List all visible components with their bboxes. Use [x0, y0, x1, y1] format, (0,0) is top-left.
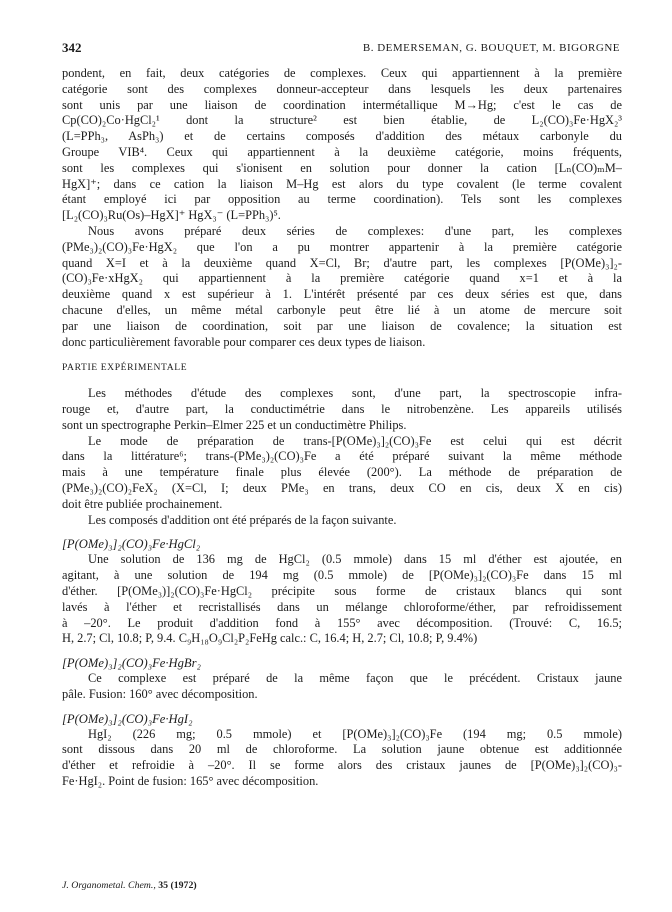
text-line: pâle. Fusion: 160° avec décomposition.	[62, 686, 258, 701]
text-line: étant employé ici par opposition au terme coordination). Tels sont les complexes	[62, 192, 622, 207]
compound-heading: [P(OMe)₃]₂(CO)₃Fe·HgCl₂	[62, 537, 201, 552]
text-line: lavés à l'éther et recristallisés dans un mélange chloroforme/éther, par refroidissement	[62, 599, 622, 614]
text-line: (PMe₃)₂(CO)₂FeX₂ (X=Cl, I; deux PMe₃ en trans, deux CO en cis, deux X en cis)	[62, 480, 622, 495]
paragraph-5	[62, 513, 622, 529]
text-line: mais à une température finale plus élevée (200°). La méthode de préparation de	[62, 465, 622, 480]
text-line: deuxième quand x est supérieur à 1. L'intérêt présenté par ces deux séries est que, dans	[62, 287, 622, 302]
text-line: HgX]⁺; dans ce cation la liaison M–Hg est alors du type covalent (le terme covalent	[62, 176, 622, 191]
text-line: (L=PPh₃, AsPh₃) et de certains composés d'addition des métaux carbonyle du	[62, 129, 622, 144]
text-line: doit être publiée prochainement.	[62, 496, 223, 511]
text-line: à –20°. Le produit d'addition fond à 155° avec décomposition. (Trouvé: C, 16.5;	[62, 615, 622, 630]
running-authors: B. DEMERSEMAN, G. BOUQUET, M. BIGORGNE	[362, 42, 620, 54]
text-line: sont un spectrographe Perkin–Elmer 225 et un conductimètre Philips.	[62, 417, 407, 432]
text-line: d'éther. [P(OMe₃)]₂(CO)₃Fe·HgCl₂ précipite sous forme de cristaux blancs qui sont	[62, 583, 622, 598]
text-line: donc particulièrement favorable pour comparer ces deux types de liaison.	[62, 334, 426, 349]
running-header	[62, 40, 620, 56]
text-line: chacune d'elles, un même métal carbonyle peut être lié à un atome de mercure soit	[62, 302, 622, 317]
text-line: sont unis par une liaison de coordination intermétallique M→Hg; c'est le cas de	[62, 97, 622, 112]
compound-heading: [P(OMe)₃]₂(CO)₃Fe·HgI₂	[62, 711, 193, 726]
page-number: 342	[62, 40, 82, 55]
compound-2	[62, 655, 622, 703]
text-line: HgI₂ (226 mg; 0.5 mmole) et [P(OMe)₃]₂(CO)₃Fe (194 mg; 0.5 mmole)	[88, 726, 622, 741]
text-line: Ce complexe est préparé de la même façon que le précédent. Cristaux jaune	[88, 671, 622, 686]
text-line: Cp(CO)₂Co·HgCl₂¹ dont la structure² est bien établie, de L₂(CO)₃Fe·HgX₂³	[62, 113, 622, 128]
text-line: par une liaison de coordination, soit par une liaison de covalence; la situation est	[62, 318, 622, 333]
text-line: sont dissous dans 20 ml de chloroforme. La solution jaune obtenue est additionnée	[62, 742, 622, 757]
compound-3	[62, 711, 622, 790]
text-line: rouge et, d'autre part, la conductimétrie dans le nitrobenzène. Les appareils utilisés	[62, 401, 622, 416]
text-line: agitant, à une solution de 194 mg (0.5 mmole) de [P(OMe)₃]₂(CO)₃Fe dans 15 ml	[62, 568, 622, 583]
text-line: (CO)₃Fe·xHgX₂ qui appartiennent à la première catégorie quand x=1 et à la	[62, 271, 622, 286]
text-line: Nous avons préparé deux séries de complexes: d'une part, les complexes	[88, 223, 622, 238]
text-line: d'éther et refroidie à –20°. Il se forme alors des cristaux jaunes de [P(OMe)₃]₂(CO)₃-	[62, 758, 622, 773]
text-line: pondent, en fait, deux catégories de complexes. Ceux qui appartiennent à la première	[62, 66, 622, 80]
paragraph-4	[62, 434, 622, 513]
text-line: (PMe₃)₂(CO)₃Fe·HgX₂ que l'on a pu montrer appartenir à la première catégorie	[62, 239, 622, 254]
text-line: Les méthodes d'étude des complexes sont, d'une part, la spectroscopie infra-	[88, 386, 622, 401]
article-body	[62, 66, 622, 790]
text-line: Groupe VIB⁴. Ceux qui appartiennent à la deuxième catégorie, moins fréquents,	[62, 144, 622, 159]
text-line: quand X=I et à la deuxième quand X=Cl, Br; d'autre part, les complexes [P(OMe)₃]₂-	[62, 255, 622, 270]
journal-footer	[62, 880, 197, 891]
text-line: Le mode de préparation de trans-[P(OMe)₃]₂(CO)₃Fe est celui qui est décrit	[88, 433, 622, 448]
section-title: PARTIE EXPÉRIMENTALE	[62, 362, 188, 374]
text-line: Fe·HgI₂. Point de fusion: 165° avec décomposition.	[62, 774, 319, 789]
compound-heading: [P(OMe)₃]₂(CO)₃Fe·HgBr₂	[62, 656, 201, 671]
paragraph-3	[62, 386, 622, 433]
text-line: dans la littérature⁶; trans-(PMe₃)₂(CO)₃Fe a été préparé suivant la même méthode	[62, 449, 622, 464]
compound-1	[62, 536, 622, 647]
text-line: Les composés d'addition ont été préparés de la façon suivante.	[88, 512, 397, 527]
journal-name: J. Organometal. Chem.,	[62, 880, 156, 891]
text-line: sont les complexes qui s'ionisent en solution pour donner la cation [Lₙ(CO)ₘM–	[62, 160, 622, 175]
paragraph-1	[62, 66, 622, 224]
text-line: Une solution de 136 mg de HgCl₂ (0.5 mmole) dans 15 ml d'éther est ajoutée, en	[88, 552, 622, 567]
text-line: H, 2.7; Cl, 10.8; P, 9.4. C₉H₁₈O₉Cl₂P₂FeHg calc.: C, 16.4; H, 2.7; Cl, 10.8; P, 9.4%)	[62, 631, 478, 646]
journal-volume: 35 (1972)	[158, 880, 197, 891]
text-line: [L₂(CO)₃Ru(Os)–HgX]⁺ HgX₃⁻ (L=PPh₃)⁵.	[62, 208, 281, 223]
text-line: catégorie sont des complexes donneur-accepteur dans lesquels les deux partenaires	[62, 81, 622, 96]
paragraph-2	[62, 224, 622, 350]
